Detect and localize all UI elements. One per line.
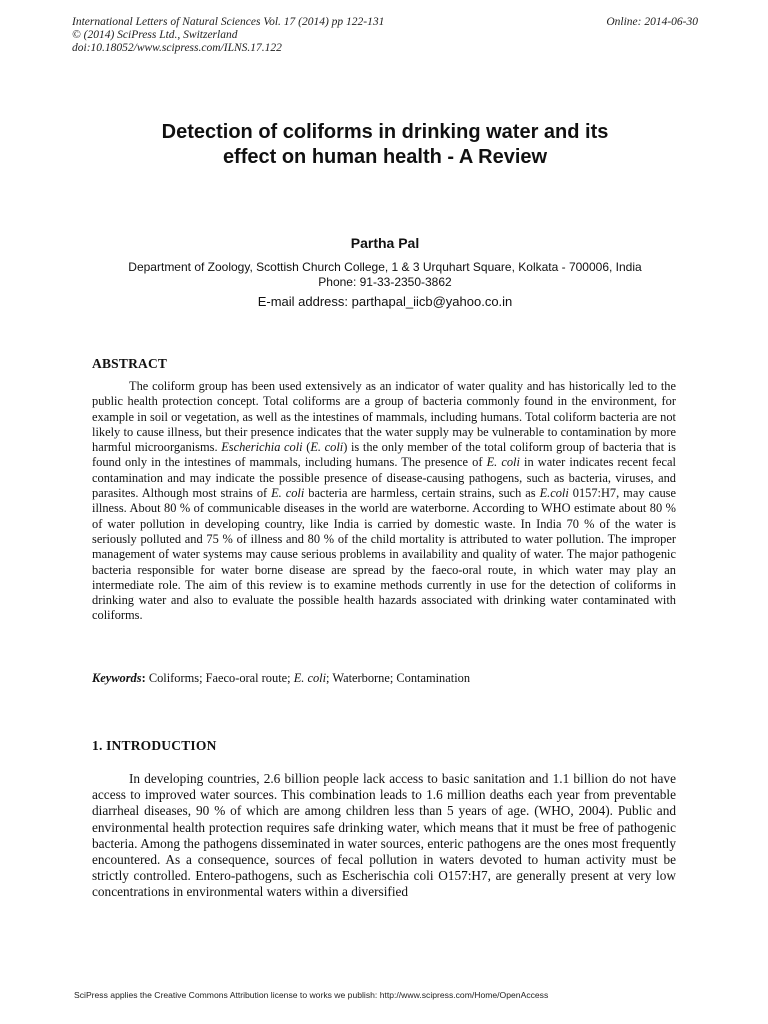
introduction-text: In developing countries, 2.6 billion people lack access to basic sanitation and 1.1 billion do not have access to improved water sources. This combination leads to 1.6 million deaths each year from preventable diarrheal diseases, 90 % of which are among children less than 5 years of age. (WHO, 2004). Public and environmental health protection requires safe drinking water, which means that it must be free of pathogenic bacteria. Among the pathogens disseminated in water sources, enteric pathogens are the ones most frequently encountered. As a consequence, sources of fecal pollution in waters devoted to human activity must be strictly controlled. Entero-pathogens, such as Escherischia coli O157:H7, are generally present at very low concentrations in environmental waters within a diversified xyxy=(92,771,676,900)
species-name: E. coli xyxy=(310,440,344,455)
author-affiliation-block xyxy=(72,260,698,289)
doi-line: doi:10.18052/www.scipress.com/ILNS.17.122 xyxy=(72,42,282,54)
paper-title xyxy=(72,120,698,170)
affiliation: Department of Zoology, Scottish Church College, 1 & 3 Urquhart Square, Kolkata - 700006, India xyxy=(128,260,642,274)
abstract-part: The coliform group has been used extensively as an indicator of water quality and has historically led to the public health protection concept. Total coliforms are a group of bacteria commonly found in the environment, for example in soil or vegetation, as well as the intestines of mammals, including humans. Total coliform bacteria are not likely to cause illness, but their presence indicates that the water supply may be vulnerable to contamination by more harmful microorganisms. xyxy=(92,379,676,455)
online-date: Online: 2014-06-30 xyxy=(606,16,698,28)
introduction-heading: 1. INTRODUCTION xyxy=(92,738,217,753)
keyword-ecoli: E. coli xyxy=(293,671,327,685)
title-line-1: Detection of coliforms in drinking water and its xyxy=(161,121,609,143)
abstract-part: in water indicates recent fecal contamination and may indicate the possible presence of disease-causing pathogens, such as bacteria, viruses, and parasites. Although most strains of xyxy=(92,455,676,501)
abstract-part: 0157:H7, may cause illness. About 80 % of communicable diseases in the world are waterborne. According to WHO estimate about 80 % of water pollution in developing country, like India is carried by domestic waste. In India 70 % of the water is seriously polluted and 75 % of illness and 80 % of the child mortality is attributed to water pollution. The improper management of water systems may cause serious problems in availability and quality of water. The major pathogenic bacteria responsible for water borne disease are spread by the faeco-oral route, in which water may play an intermediate role. The aim of this review is to examine methods currently in use for the detection of coliforms in drinking water and also to evaluate the possible health hazards associated with drinking water contaminated with coliforms. xyxy=(92,486,676,623)
author-name: Partha Pal xyxy=(350,235,420,251)
abstract-part: bacteria are harmless, certain strains, such as xyxy=(304,486,540,501)
title-line-2: effect on human health - A Review xyxy=(222,146,548,168)
keywords xyxy=(92,671,676,686)
species-name: E. coli xyxy=(271,486,305,501)
abstract-part: ) is the only member of the total coliform group of bacteria that is found only in the intestines of mammals, including humans. The presence of xyxy=(92,440,676,470)
species-name: Escherichia coli xyxy=(221,440,303,455)
phone: Phone: 91-33-2350-3862 xyxy=(318,274,452,289)
abstract-part: ( xyxy=(302,440,311,455)
species-name: E. coli xyxy=(486,455,520,470)
keywords-label: Keywords xyxy=(92,671,142,685)
keywords-colon: : xyxy=(141,671,149,685)
keywords-part: Coliforms; Faeco-oral route; xyxy=(148,671,294,685)
copyright-line: © (2014) SciPress Ltd., Switzerland xyxy=(72,29,238,41)
email-address: E-mail address: parthapal_iicb@yahoo.co.in xyxy=(257,294,513,309)
journal-header xyxy=(72,16,698,55)
abstract-text xyxy=(92,379,676,624)
keywords-part: ; Waterborne; Contamination xyxy=(326,671,471,685)
license-footer: SciPress applies the Creative Commons Attribution license to works we publish: http://www.scipress.com/Home/OpenAccess xyxy=(74,990,549,1000)
journal-citation: International Letters of Natural Sciences Vol. 17 (2014) pp 122-131 xyxy=(72,16,385,28)
species-name: E.coli xyxy=(539,486,569,501)
abstract-heading: ABSTRACT xyxy=(92,356,168,371)
